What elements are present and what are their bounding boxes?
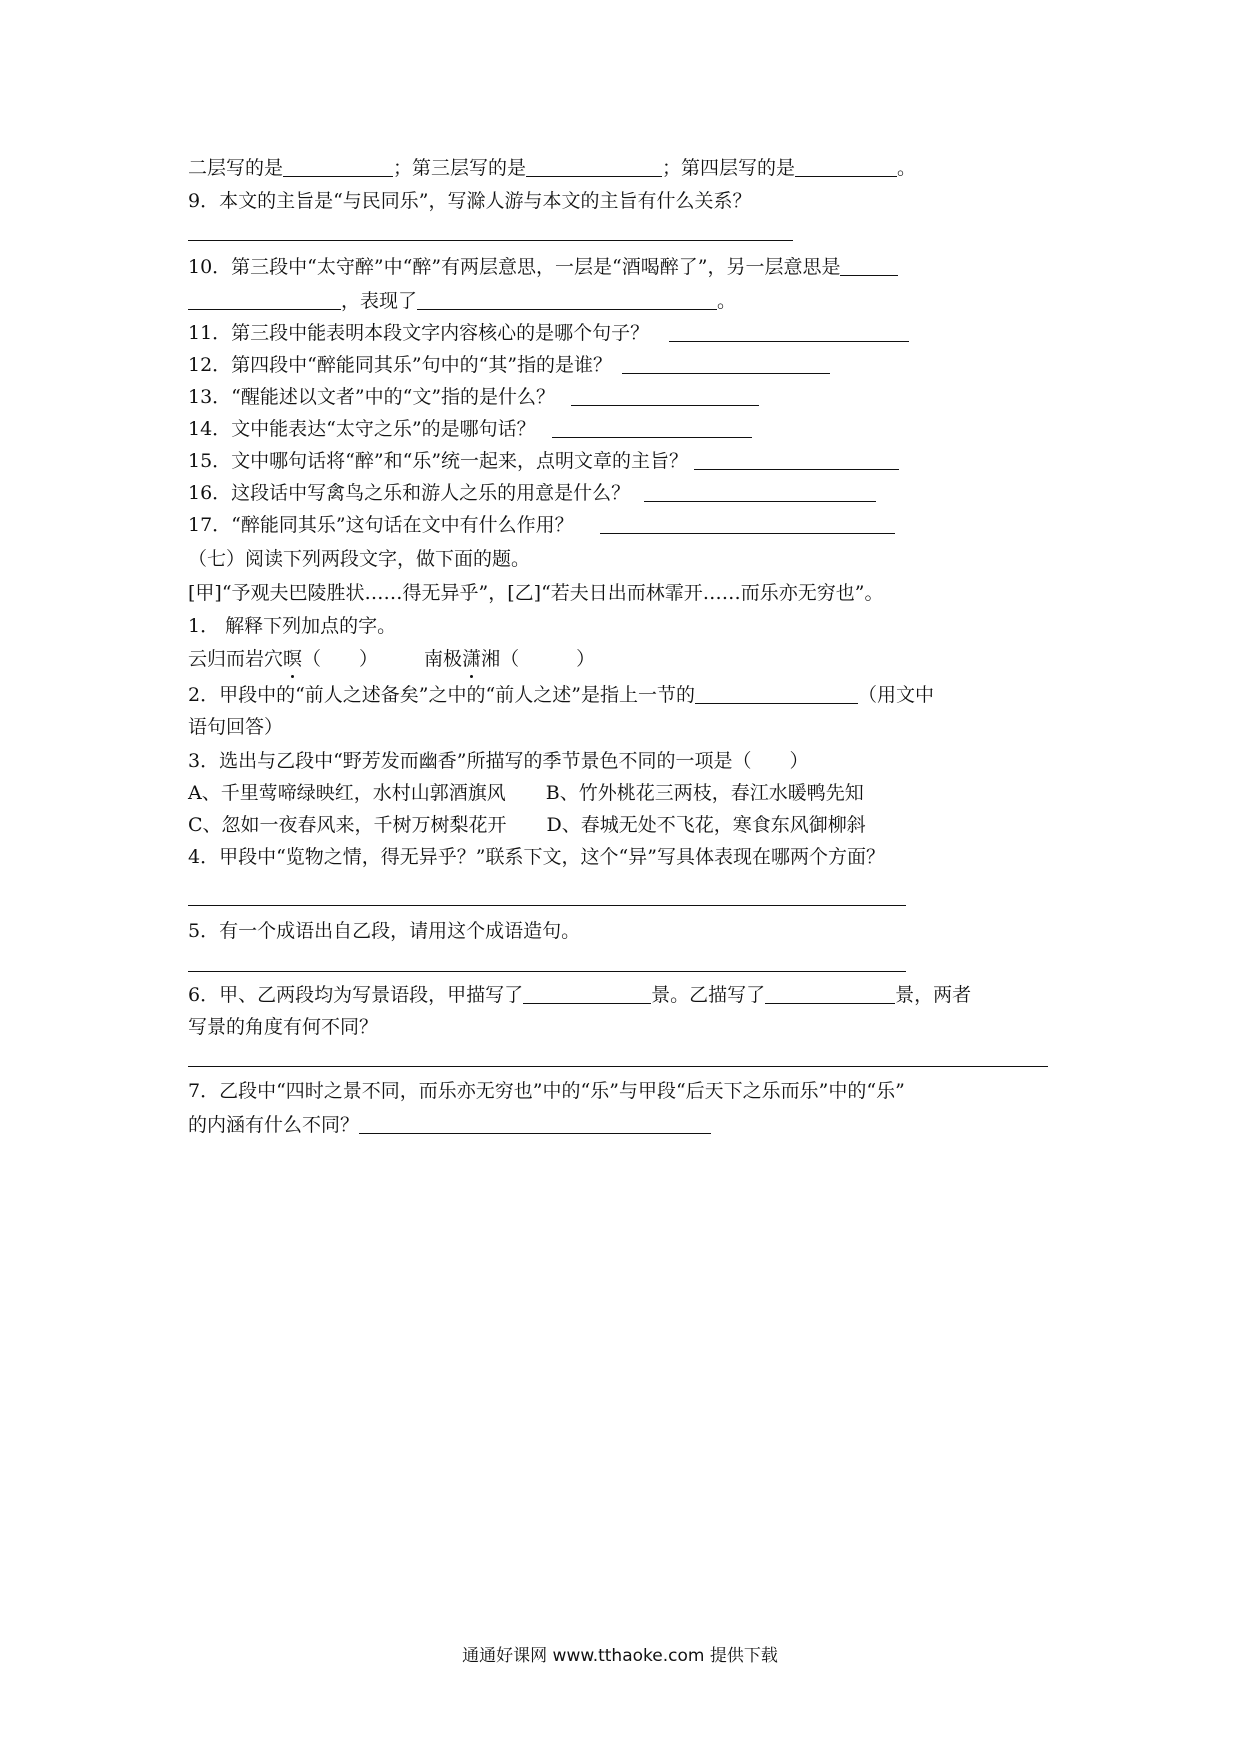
part-1-words: 云归而岩穴暝（ ） 南极潇湘（ ） [188, 648, 596, 670]
paren-blank-2[interactable]: （ ） [500, 648, 596, 670]
blank-layer4[interactable] [795, 157, 897, 177]
passages-line: [甲]“予观夫巴陵胜状……得无异乎”，[乙]“若夫日出而林霏开……而乐亦无穷也”。 [188, 582, 884, 604]
part-4: 4．甲段中“览物之情，得无异乎？”联系下文，这个“异”写具体表现在哪两个方面？ [188, 846, 885, 868]
blank-q15[interactable] [694, 450, 899, 470]
question-13: 13．“醒能述以文者”中的“文”指的是什么？ [188, 384, 1060, 410]
question-11: 11．第三段中能表明本段文字内容核心的是哪个句子？ [188, 320, 1060, 346]
blank-layer3[interactable] [526, 157, 662, 177]
question-14: 14．文中能表达“太守之乐”的是哪句话？ [188, 416, 1060, 442]
option-b[interactable]: B、竹外桃花三两枝，春江水暖鸭先知 [545, 782, 864, 804]
part-2-cont: 语句回答） [188, 716, 284, 738]
section-7-heading: （七）阅读下列两段文字，做下面的题。 [188, 548, 531, 570]
part-7: 7．乙段中“四时之景不同，而乐亦无穷也”中的“乐”与甲段“后天下之乐而乐”中的“乐” [188, 1080, 905, 1102]
blank-q10-shows[interactable] [417, 290, 717, 310]
question-15: 15．文中哪句话将“醉”和“乐”统一起来，点明文章的主旨？ [188, 448, 1060, 474]
blank-q13[interactable] [571, 386, 759, 406]
blank-p6-yi[interactable] [765, 984, 895, 1004]
part-6: 6．甲、乙两段均为写景语段，甲描写了 景。乙描写了 景，两者 [188, 984, 972, 1006]
line-layers: 二层写的是 ；第三层写的是 ；第四层写的是 。 [188, 157, 917, 179]
answer-line-p5[interactable] [188, 971, 906, 972]
footer-credit: 通通好课网 www.tthaoke.com 提供下载 [462, 1646, 778, 1666]
dotted-char-1: 暝 [283, 648, 303, 670]
option-a[interactable]: A、千里莺啼绿映红，水村山郭酒旗风 [188, 782, 506, 804]
blank-q10-meaning-cont[interactable] [188, 290, 341, 310]
part-3-options-ab [188, 780, 1060, 806]
question-10: 10．第三段中“太守醉”中“醉”有两层意思，一层是“酒喝醉了”，另一层意思是 [188, 254, 1060, 280]
blank-p6-jia[interactable] [523, 984, 651, 1004]
question-10-cont: ，表现了 。 [188, 288, 1060, 314]
blank-p7[interactable] [359, 1114, 711, 1134]
answer-line-p4[interactable] [188, 905, 906, 906]
paren-blank-1[interactable]: （ ） [302, 648, 379, 670]
option-d[interactable]: D、春城无处不飞花，寒食东风御柳斜 [546, 814, 866, 836]
part-6-cont: 写景的角度有何不同？ [188, 1016, 379, 1038]
question-9: 9．本文的主旨是“与民同乐”，写滁人游与本文的主旨有什么关系？ [188, 190, 752, 212]
part-3-options-cd [188, 812, 1060, 838]
part-1: 1． 解释下列加点的字。 [188, 615, 397, 637]
blank-q14[interactable] [552, 418, 752, 438]
part-7-cont: 的内涵有什么不同？ [188, 1112, 1060, 1138]
blank-q11[interactable] [669, 322, 909, 342]
question-17: 17．“醉能同其乐”这句话在文中有什么作用？ [188, 512, 1060, 538]
question-16: 16．这段话中写禽鸟之乐和游人之乐的用意是什么？ [188, 480, 1060, 506]
blank-p2[interactable] [695, 684, 858, 704]
option-c[interactable]: C、忽如一夜春风来，千树万树梨花开 [188, 814, 507, 836]
blank-q16[interactable] [644, 482, 876, 502]
blank-q12[interactable] [622, 354, 830, 374]
part-2: 2．甲段中的“前人之述备矣”之中的“前人之述”是指上一节的 （用文中 [188, 684, 934, 706]
blank-q17[interactable] [600, 514, 895, 534]
dotted-char-2: 潇 [462, 648, 482, 670]
part-5: 5．有一个成语出自乙段，请用这个成语造句。 [188, 920, 581, 942]
answer-line-q9[interactable] [188, 240, 793, 241]
blank-layer2[interactable] [283, 157, 393, 177]
answer-line-p6[interactable] [188, 1066, 1048, 1067]
question-12: 12．第四段中“醉能同其乐”句中的“其”指的是谁？ [188, 352, 1060, 378]
blank-q10-meaning[interactable] [840, 256, 898, 276]
part-3: 3．选出与乙段中“野芳发而幽香”所描写的季节景色不同的一项是（ ） [188, 750, 809, 772]
